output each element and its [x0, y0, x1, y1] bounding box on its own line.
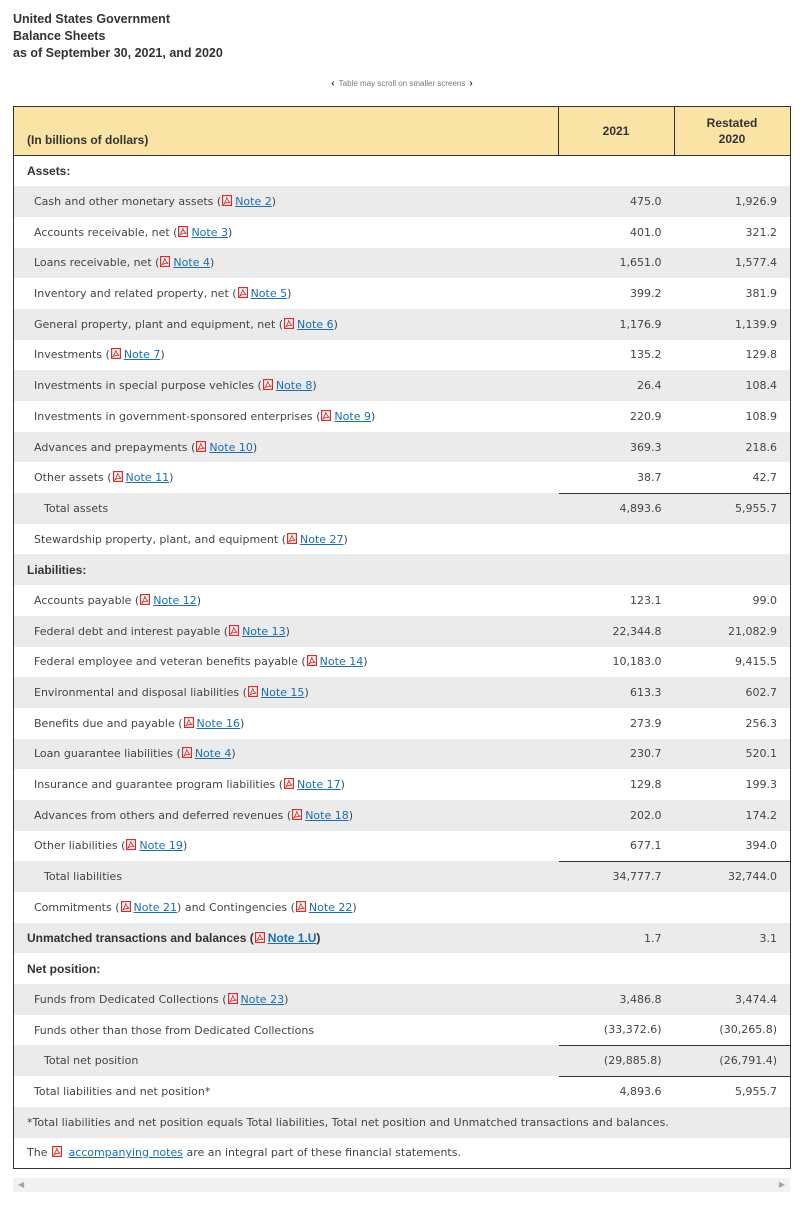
note-link[interactable]: Note 8 — [275, 379, 313, 393]
cell-2021 — [559, 647, 675, 678]
cell-2020 — [675, 616, 791, 647]
pdf-icon — [287, 533, 297, 544]
value-2021: (33,372.6) — [603, 1023, 662, 1037]
value-2021: 1.7 — [644, 931, 662, 945]
cell-2020 — [675, 1076, 791, 1107]
cell-2020 — [675, 923, 791, 954]
cell-2021 — [559, 1015, 675, 1046]
value-2020: 9,415.5 — [735, 655, 777, 669]
pdf-icon — [229, 625, 239, 636]
cell-2021 — [559, 953, 675, 984]
note-link[interactable]: Note 9 — [334, 409, 371, 423]
row-label: Investments in government-sponsored enterprises ( — [34, 409, 321, 423]
note-link[interactable]: Note 22 — [308, 900, 353, 914]
pdf-icon — [113, 471, 123, 482]
cell-2020 — [675, 554, 791, 585]
pdf-icon — [121, 901, 131, 912]
table-row-net-position — [14, 953, 791, 984]
cell-2021 — [559, 923, 675, 954]
value-2021: 34,777.7 — [612, 870, 662, 884]
chevron-right-icon: › — [469, 78, 473, 89]
row-label: Loans receivable, net ( — [34, 256, 160, 270]
cell-2020 — [675, 953, 791, 984]
page-title: United States Government — [13, 12, 170, 26]
table-row-advances-and-prepayments — [14, 432, 791, 463]
row-label-cell — [14, 554, 559, 585]
cell-2020 — [675, 892, 791, 923]
row-label: Funds from Dedicated Collections ( — [34, 992, 227, 1006]
cell-2021 — [559, 1045, 675, 1076]
value-2020: 602.7 — [745, 686, 777, 700]
pdf-icon — [182, 747, 192, 758]
pdf-icon — [52, 1146, 62, 1157]
total-label: Total liabilities — [44, 870, 123, 884]
table-row-federal-employee-and-veteran-benefits-payable — [14, 647, 791, 678]
note-link[interactable]: Note 5 — [250, 287, 288, 301]
note-link[interactable]: Note 11 — [125, 471, 170, 485]
cell-2020 — [675, 370, 791, 401]
value-2021: 129.8 — [630, 778, 662, 792]
value-2020: 3,474.4 — [735, 992, 777, 1006]
cell-2021 — [559, 370, 675, 401]
pdf-icon — [263, 379, 273, 390]
table-row-total-net-position — [14, 1045, 791, 1076]
value-2020: 381.9 — [745, 287, 777, 301]
cell-2021 — [559, 708, 675, 739]
row-label: Stewardship property, plant, and equipment ( — [34, 532, 286, 546]
value-2021: 613.3 — [630, 686, 662, 700]
note-link[interactable]: Note 7 — [123, 348, 161, 362]
table-row-inventory-and-related-property-net — [14, 278, 791, 309]
value-2020: 1,577.4 — [735, 256, 777, 270]
total-label: Total net position — [44, 1054, 139, 1068]
pdf-icon — [255, 932, 265, 943]
cell-2021 — [559, 340, 675, 371]
cell-2021 — [559, 892, 675, 923]
row-label: Funds other than those from Dedicated Collections — [34, 1023, 315, 1037]
pdf-icon — [222, 195, 232, 206]
row-label: Federal employee and veteran benefits payable ( — [34, 655, 306, 669]
horizontal-scrollbar[interactable] — [13, 1178, 790, 1192]
chevron-left-icon: ‹ — [331, 78, 335, 89]
balance-sheet-table-container — [13, 106, 790, 1169]
row-label-cell: Accounts payable ( Note 12) — [34, 593, 202, 607]
table-row-total-assets — [14, 493, 791, 524]
note-link[interactable]: Note 10 — [209, 440, 253, 454]
value-2020: 129.8 — [745, 348, 777, 362]
pdf-icon — [284, 318, 294, 329]
value-2020: 99.0 — [752, 593, 777, 607]
value-2021: 677.1 — [630, 839, 662, 853]
row-label: Advances from others and deferred revenues ( — [34, 808, 292, 822]
table-row-loans-receivable-net — [14, 248, 791, 279]
row-label: Total liabilities and net position* — [34, 1084, 211, 1098]
table-row-investments-in-government-sponsored-enterprises — [14, 401, 791, 432]
row-label-mid: ) and Contingencies ( — [177, 900, 295, 914]
pdf-icon — [196, 441, 206, 452]
row-label-cell: Investments in special purpose vehicles ( Note 8) — [14, 370, 559, 401]
row-label-cell: Cash and other monetary assets ( Note 2) — [14, 186, 559, 217]
row-label-cell: Insurance and guarantee program liabilities ( Note 17) — [34, 778, 345, 792]
value-2020: (26,791.4) — [719, 1054, 777, 1068]
table-row-general-property-plant-and-equipment-net — [14, 309, 791, 340]
value-2021: 399.2 — [630, 287, 662, 301]
table-row-insurance-and-guarantee-program-liabilities — [14, 769, 791, 800]
cell-2021 — [559, 800, 675, 831]
pdf-icon — [160, 256, 170, 267]
value-2021: 475.0 — [630, 195, 662, 209]
scroll-hint-text: Table may scroll on smaller screens — [338, 79, 466, 88]
value-2020: 108.4 — [745, 379, 777, 393]
note-link[interactable]: Note 18 — [305, 808, 349, 822]
table-row-accounts-payable — [14, 585, 791, 616]
row-label: Unmatched transactions and balances ( — [27, 931, 254, 946]
cell-2020 — [675, 217, 791, 248]
row-label-cell: Federal debt and interest payable ( Note 13) — [14, 616, 559, 647]
cell-2021 — [559, 432, 675, 463]
row-label-cell: Benefits due and payable ( Note 16) — [34, 716, 245, 730]
value-2021: 1,176.9 — [619, 317, 662, 331]
column-header-2020 — [675, 107, 791, 156]
note-link[interactable]: Note 3 — [191, 225, 228, 239]
value-2020: 256.3 — [745, 716, 777, 730]
value-2020: 32,744.0 — [728, 870, 777, 884]
section-label: Liabilities: — [27, 562, 87, 577]
cell-2021 — [559, 1076, 675, 1107]
row-label: Environmental and disposal liabilities ( — [34, 686, 247, 700]
pdf-icon — [292, 809, 302, 820]
row-label: Cash and other monetary assets ( — [34, 195, 222, 209]
pdf-icon — [238, 287, 248, 298]
page-header — [13, 11, 223, 62]
note-link[interactable]: Note 27 — [300, 532, 344, 546]
value-2020: 174.2 — [745, 808, 777, 822]
notes-row — [14, 1138, 791, 1169]
pdf-icon — [178, 226, 188, 237]
cell-2021 — [559, 861, 675, 892]
table-row-funds-other-than-those-from-dedicated-collections — [14, 1015, 791, 1046]
value-2021: 22,344.8 — [612, 624, 662, 638]
cell-2020 — [675, 800, 791, 831]
value-2021: 38.7 — [637, 470, 662, 484]
table-row-other-liabilities — [14, 831, 791, 862]
value-2021: 135.2 — [630, 348, 662, 362]
cell-2020 — [675, 462, 791, 493]
note-link[interactable]: Note 19 — [139, 839, 183, 853]
scroll-right-arrow-icon[interactable]: ▶ — [778, 1180, 785, 1189]
value-2020: 321.2 — [745, 225, 777, 239]
cell-2020 — [675, 861, 791, 892]
footnote-row — [14, 1107, 791, 1138]
value-2021: 4,893.6 — [619, 502, 662, 516]
note-link[interactable]: Note 23 — [240, 992, 285, 1006]
table-row-other-assets — [14, 462, 791, 493]
row-label-cell — [14, 156, 559, 187]
cell-2020 — [675, 186, 791, 217]
value-2020: 5,955.7 — [735, 502, 777, 516]
table-row-benefits-due-and-payable — [14, 708, 791, 739]
page-date: as of September 30, 2021, and 2020 — [13, 46, 223, 60]
cell-2020 — [675, 647, 791, 678]
row-label: Loan guarantee liabilities ( — [34, 747, 181, 761]
row-label: Investments in special purpose vehicles ( — [34, 379, 262, 393]
value-2020: 3.1 — [759, 931, 777, 945]
cell-2020 — [675, 739, 791, 770]
note-link[interactable]: Note 14 — [319, 655, 364, 669]
value-2020: 1,139.9 — [735, 317, 777, 331]
table-row-cash-and-other-monetary-assets — [14, 186, 791, 217]
cell-2020 — [675, 708, 791, 739]
section-label: Net position: — [27, 961, 101, 976]
row-label: Other assets ( — [34, 471, 112, 485]
cell-2021 — [559, 677, 675, 708]
value-2021: 369.3 — [630, 440, 662, 454]
row-label-cell: Loan guarantee liabilities ( Note 4) — [14, 739, 559, 770]
row-label-cell — [14, 1045, 559, 1076]
row-label-cell: Inventory and related property, net ( Note 5) — [34, 287, 292, 301]
section-label: Assets: — [27, 164, 71, 179]
row-label-cell — [14, 1015, 559, 1046]
row-label: Other liabilities ( — [34, 839, 126, 853]
footnote: *Total liabilities and net position equals Total liabilities, Total net position and Unmatched transactions and balances. — [14, 1107, 791, 1138]
cell-2021 — [559, 309, 675, 340]
value-2021: 273.9 — [630, 716, 662, 730]
table-row-liabilities — [14, 554, 791, 585]
cell-2021 — [559, 186, 675, 217]
note-link[interactable]: Note 12 — [153, 593, 197, 607]
value-2020: 42.7 — [752, 470, 777, 484]
cell-2020 — [675, 769, 791, 800]
cell-2021 — [559, 616, 675, 647]
cell-2021 — [559, 831, 675, 862]
cell-2021 — [559, 217, 675, 248]
pdf-icon — [248, 686, 258, 697]
table-row-investments — [14, 340, 791, 371]
table-row-accounts-receivable-net — [14, 217, 791, 248]
note-link[interactable]: Note 1.U — [267, 931, 317, 946]
table-body — [14, 156, 791, 1169]
total-label: Total assets — [44, 501, 109, 515]
value-2021: 3,486.8 — [619, 992, 662, 1006]
cell-2021 — [559, 984, 675, 1015]
balance-sheet-table — [13, 106, 791, 1169]
accompanying-notes-link[interactable]: accompanying notes — [68, 1146, 183, 1160]
value-2021: 123.1 — [630, 593, 662, 607]
table-row-investments-in-special-purpose-vehicles — [14, 370, 791, 401]
cell-2021 — [559, 156, 675, 187]
cell-2020 — [675, 677, 791, 708]
pdf-icon — [228, 993, 238, 1004]
value-2020: 199.3 — [745, 778, 777, 792]
table-row-total-liabilities-and-net-position — [14, 1076, 791, 1107]
page-subtitle: Balance Sheets — [13, 29, 106, 43]
value-2021: 220.9 — [630, 409, 662, 423]
pdf-icon — [296, 901, 306, 912]
cell-2020 — [675, 309, 791, 340]
value-2021: 10,183.0 — [612, 655, 662, 669]
value-2021: (29,885.8) — [603, 1054, 662, 1068]
restated-label: Restated — [706, 116, 758, 130]
row-label-cell: Investments ( Note 7) — [34, 348, 165, 362]
cell-2021 — [559, 769, 675, 800]
cell-2020 — [675, 278, 791, 309]
column-header-label: (In billions of dollars) — [14, 107, 559, 156]
row-label-cell: General property, plant and equipment, net ( Note 6) — [14, 309, 559, 340]
row-label-cell — [14, 953, 559, 984]
row-label-cell: Stewardship property, plant, and equipment ( Note 27) — [34, 532, 348, 546]
cell-2020 — [675, 493, 791, 524]
note-link[interactable]: Note 15 — [260, 686, 305, 700]
table-row-stewardship-property-plant-and-equipment — [14, 524, 791, 555]
row-label: Insurance and guarantee program liabilities ( — [34, 778, 284, 792]
pdf-icon — [284, 778, 294, 789]
note-link[interactable]: Note 21 — [133, 900, 178, 914]
cell-2020 — [675, 984, 791, 1015]
row-label-cell: Other liabilities ( Note 19) — [34, 839, 188, 853]
row-label-cell: Funds from Dedicated Collections ( Note 23) — [14, 984, 559, 1015]
note-link[interactable]: Note 16 — [196, 716, 241, 730]
cell-2021 — [559, 493, 675, 524]
pdf-icon — [307, 655, 317, 666]
row-label-cell: Accounts receivable, net ( Note 3) — [34, 225, 233, 239]
table-row-assets — [14, 156, 791, 187]
value-2020: (30,265.8) — [719, 1023, 777, 1037]
value-2020: 1,926.9 — [735, 195, 777, 209]
row-label-cell: Other assets ( Note 11) — [34, 471, 174, 485]
row-label: Benefits due and payable ( — [34, 716, 183, 730]
row-label-cell: Advances and prepayments ( Note 10) — [14, 432, 559, 463]
row-label: General property, plant and equipment, net ( — [34, 317, 284, 331]
row-label: Investments ( — [34, 348, 110, 362]
cell-2021 — [559, 401, 675, 432]
row-label-cell: Federal employee and veteran benefits payable ( Note 14) — [34, 655, 368, 669]
row-label-cell: Advances from others and deferred revenues ( Note 18) — [14, 800, 559, 831]
value-2021: 401.0 — [630, 225, 662, 239]
cell-2021 — [559, 585, 675, 616]
table-row-unmatched-transactions-and-balances — [14, 923, 791, 954]
note-link[interactable]: Note 17 — [297, 778, 341, 792]
table-row-commitments — [14, 892, 791, 923]
pdf-icon — [140, 594, 150, 605]
cell-2020 — [675, 156, 791, 187]
row-label-cell — [14, 493, 559, 524]
cell-2021 — [559, 462, 675, 493]
pdf-icon — [184, 717, 194, 728]
value-2020: 5,955.7 — [735, 1085, 777, 1099]
value-2021: 230.7 — [630, 747, 662, 761]
value-2021: 26.4 — [637, 379, 662, 393]
cell-2021 — [559, 248, 675, 279]
pdf-icon — [126, 839, 136, 850]
table-row-total-liabilities — [14, 861, 791, 892]
value-2020: 218.6 — [745, 440, 777, 454]
cell-2020 — [675, 585, 791, 616]
cell-2021 — [559, 278, 675, 309]
cell-2021 — [559, 554, 675, 585]
table-row-loan-guarantee-liabilities — [14, 739, 791, 770]
row-label-cell: Loans receivable, net ( Note 4) — [14, 248, 559, 279]
cell-2020 — [675, 831, 791, 862]
value-2020: 520.1 — [745, 747, 777, 761]
note-link[interactable]: Note 4 — [194, 747, 232, 761]
row-label: Accounts receivable, net ( — [34, 225, 178, 239]
row-label: Federal debt and interest payable ( — [34, 624, 229, 638]
row-label-cell: Unmatched transactions and balances ( Note 1.U) — [14, 923, 559, 954]
year-2020-label: 2020 — [718, 132, 746, 146]
cell-2021 — [559, 739, 675, 770]
row-label-cell — [14, 861, 559, 892]
cell-2020 — [675, 401, 791, 432]
note-link[interactable]: Note 6 — [297, 317, 334, 331]
pdf-icon — [111, 348, 121, 359]
notes-statement: The accompanying notes are an integral part of these financial statements. — [27, 1146, 461, 1160]
note-link[interactable]: Note 2 — [235, 195, 272, 209]
table-row-federal-debt-and-interest-payable — [14, 616, 791, 647]
table-row-advances-from-others-and-deferred-revenues — [14, 800, 791, 831]
row-label-cell: Commitments ( Note 21) and Contingencies ( Note 22) — [34, 900, 357, 914]
cell-2020 — [675, 340, 791, 371]
table-row-funds-from-dedicated-collections — [14, 984, 791, 1015]
cell-2020 — [675, 1045, 791, 1076]
value-2020: 21,082.9 — [728, 624, 777, 638]
row-label: Accounts payable ( — [34, 593, 140, 607]
scroll-hint — [0, 78, 804, 89]
value-2020: 108.9 — [745, 409, 777, 423]
row-label: Advances and prepayments ( — [34, 440, 196, 454]
cell-2020 — [675, 432, 791, 463]
cell-2021 — [559, 524, 675, 555]
value-2020: 394.0 — [745, 839, 777, 853]
cell-2020 — [675, 1015, 791, 1046]
row-label-cell — [14, 1076, 559, 1107]
value-2021: 202.0 — [630, 808, 662, 822]
table-header-row — [14, 107, 791, 156]
cell-2020 — [675, 248, 791, 279]
note-link[interactable]: Note 13 — [242, 624, 286, 638]
table-row-environmental-and-disposal-liabilities — [14, 677, 791, 708]
cell-2020 — [675, 524, 791, 555]
column-header-2021: 2021 — [559, 107, 675, 156]
row-label: Inventory and related property, net ( — [34, 287, 237, 301]
row-label-cell: Environmental and disposal liabilities ( Note 15) — [14, 677, 559, 708]
value-2021: 4,893.6 — [619, 1085, 662, 1099]
note-link[interactable]: Note 4 — [173, 256, 210, 270]
row-label-cell: Investments in government-sponsored enterprises ( Note 9) — [34, 409, 376, 423]
value-2021: 1,651.0 — [619, 256, 662, 270]
row-label: Commitments ( — [34, 900, 120, 914]
scroll-left-arrow-icon[interactable]: ◀ — [18, 1180, 25, 1189]
pdf-icon — [321, 410, 331, 421]
